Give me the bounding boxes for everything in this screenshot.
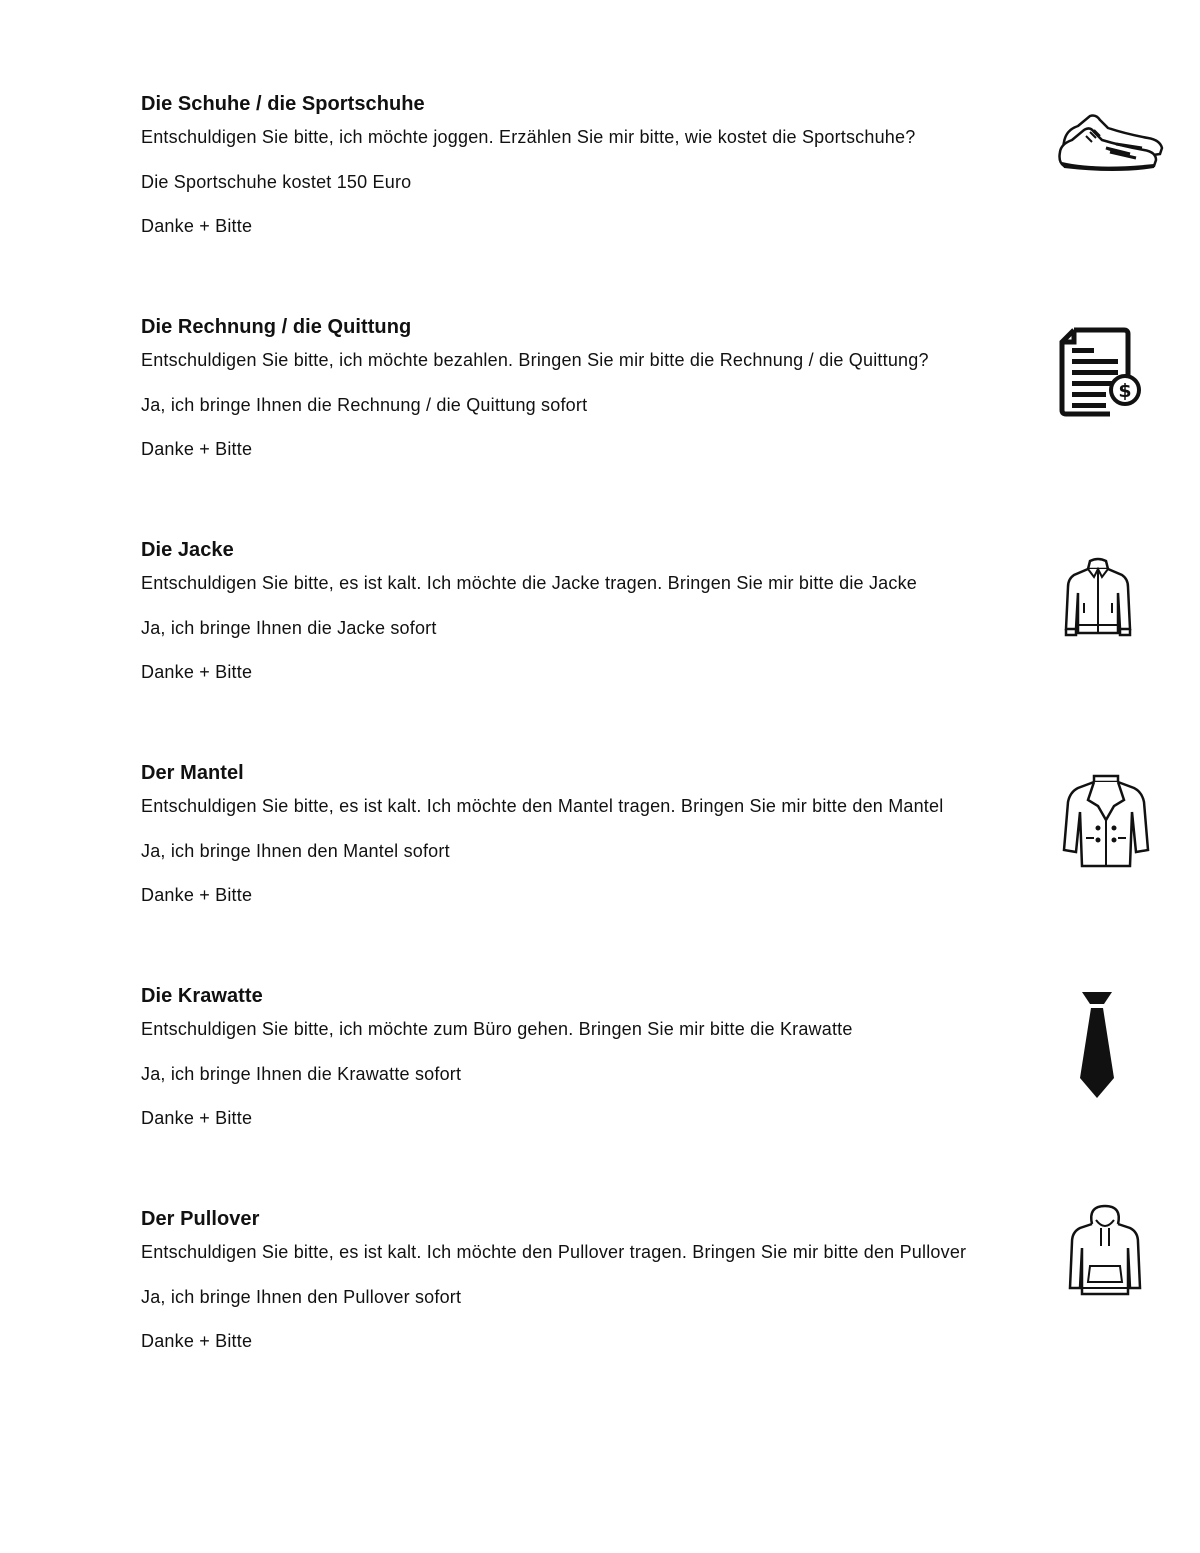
thanks-text: Danke + Bitte (141, 885, 253, 905)
section-heading: Die Krawatte (141, 985, 263, 1007)
thanks-text: Danke + Bitte (141, 216, 253, 236)
jacket-icon (1062, 557, 1134, 641)
hoodie-icon (1066, 1202, 1144, 1298)
answer-text: Ja, ich bringe Ihnen die Rechnung / die Quittung sofort (141, 395, 588, 415)
question-text: Entschuldigen Sie bitte, es ist kalt. Ich möchte den Mantel tragen. Bringen Sie mir bitte den Mantel (141, 796, 944, 816)
question-text: Entschuldigen Sie bitte, ich möchte zum Büro gehen. Bringen Sie mir bitte die Krawatte (141, 1019, 853, 1039)
answer-text: Die Sportschuhe kostet 150 Euro (141, 172, 412, 192)
section-heading: Die Rechnung / die Quittung (141, 316, 412, 338)
question-text: Entschuldigen Sie bitte, es ist kalt. Ich möchte die Jacke tragen. Bringen Sie mir bitte die Jacke (141, 573, 917, 593)
thanks-text: Danke + Bitte (141, 1108, 253, 1128)
section-heading: Die Jacke (141, 539, 234, 561)
section-heading: Der Pullover (141, 1208, 260, 1230)
section-rechnung (141, 315, 1200, 515)
answer-text: Ja, ich bringe Ihnen die Krawatte sofort (141, 1064, 462, 1084)
question-text: Entschuldigen Sie bitte, ich möchte joggen. Erzählen Sie mir bitte, wie kostet die Sportschuhe? (141, 127, 916, 147)
section-krawatte (141, 984, 1200, 1184)
answer-text: Ja, ich bringe Ihnen den Mantel sofort (141, 841, 450, 861)
svg-text:$: $ (1118, 380, 1132, 402)
thanks-text: Danke + Bitte (141, 662, 253, 682)
section-pullover (141, 1207, 1200, 1407)
question-text: Entschuldigen Sie bitte, ich möchte bezahlen. Bringen Sie mir bitte die Rechnung / die Quittung? (141, 350, 929, 370)
sneaker-icon (1056, 108, 1166, 172)
invoice-icon (1058, 326, 1144, 418)
section-heading: Der Mantel (141, 762, 244, 784)
thanks-text: Danke + Bitte (141, 1331, 253, 1351)
thanks-text: Danke + Bitte (141, 439, 253, 459)
section-mantel (141, 761, 1200, 961)
answer-text: Ja, ich bringe Ihnen den Pullover sofort (141, 1287, 462, 1307)
section-heading: Die Schuhe / die Sportschuhe (141, 93, 425, 115)
coat-icon (1062, 772, 1150, 870)
question-text: Entschuldigen Sie bitte, es ist kalt. Ich möchte den Pullover tragen. Bringen Sie mir bitte den Pullover (141, 1242, 967, 1262)
answer-text: Ja, ich bringe Ihnen die Jacke sofort (141, 618, 437, 638)
necktie-icon (1078, 992, 1116, 1100)
section-jacke (141, 538, 1200, 738)
section-sportschuhe (141, 92, 1200, 292)
